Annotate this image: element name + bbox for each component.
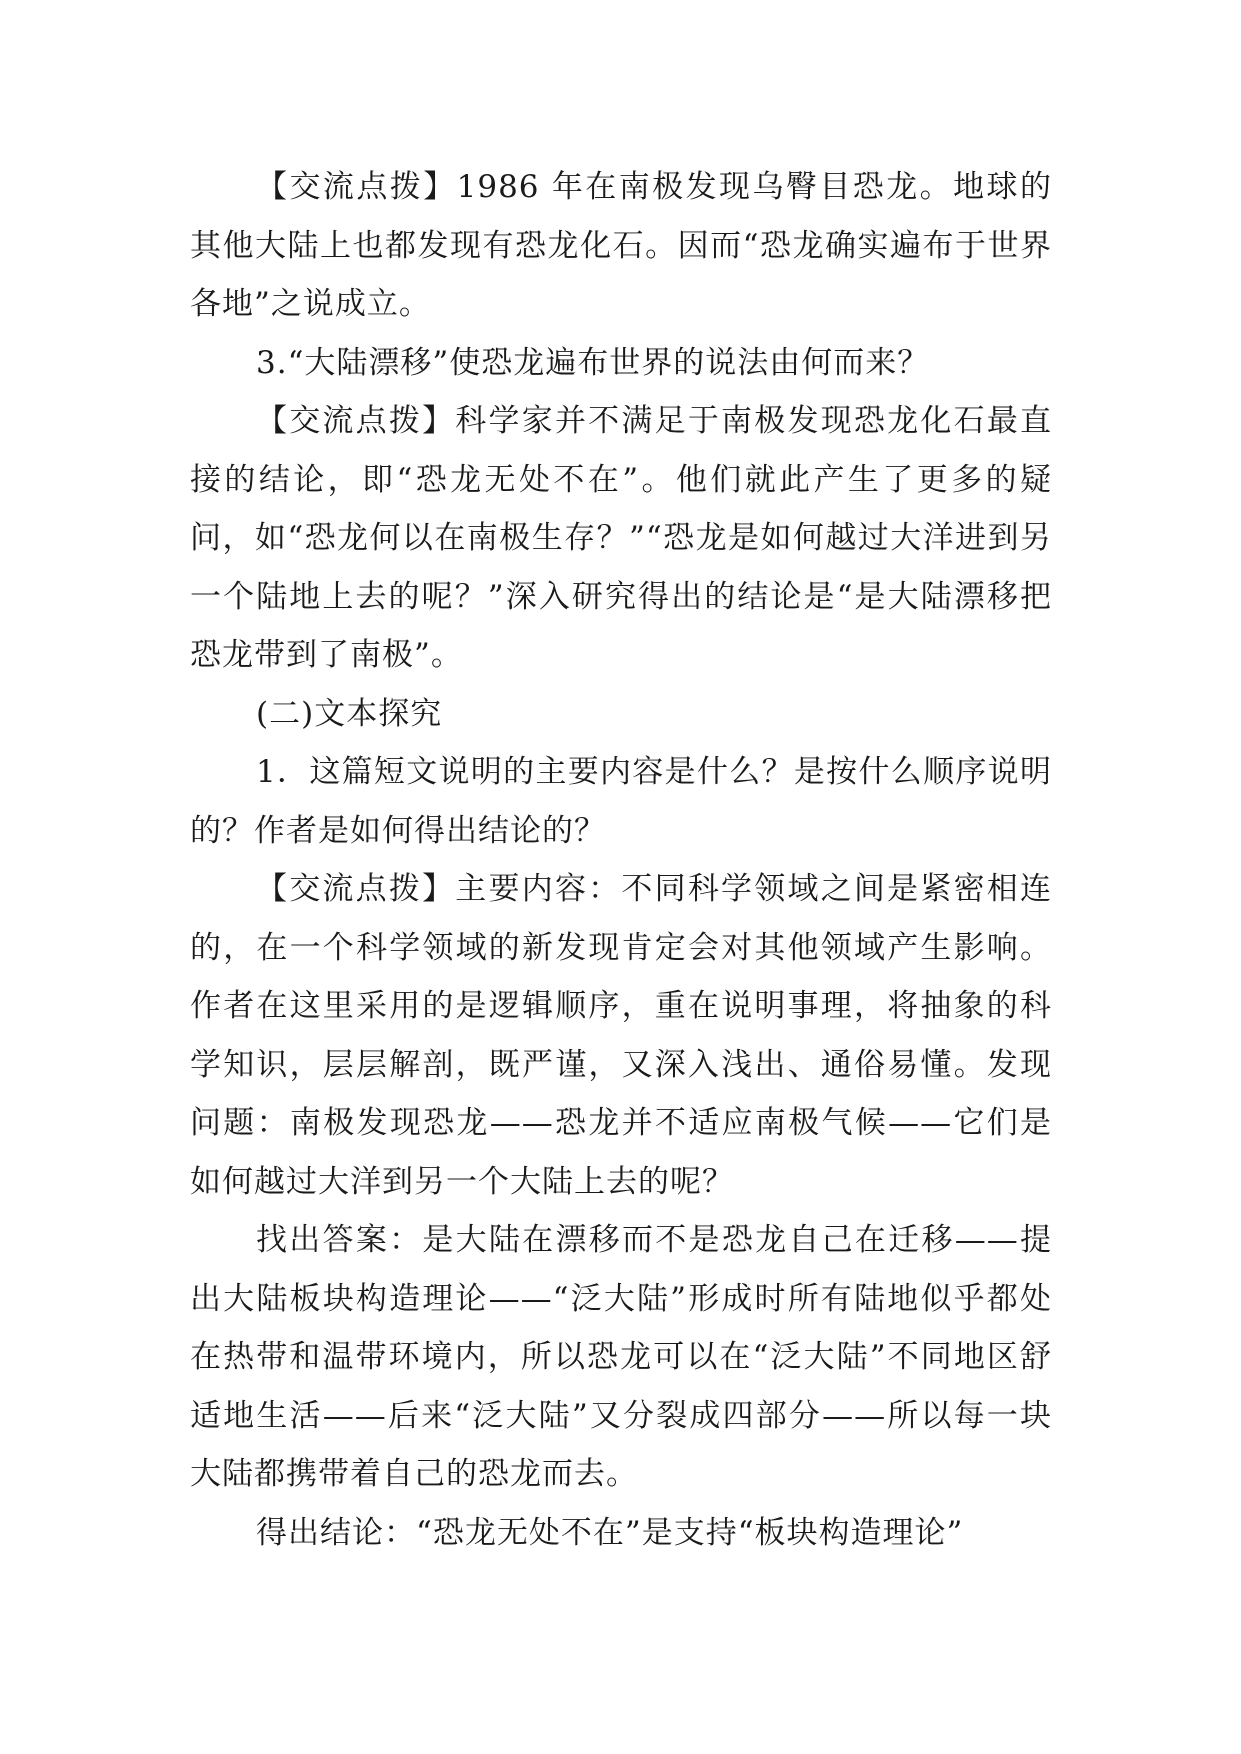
- paragraph-discussion-2: 【交流点拨】科学家并不满足于南极发现恐龙化石最直接的结论，即“恐龙无处不在”。他们就此产生了更多的疑问，如“恐龙何以在南极生存？”“恐龙是如何越过大洋进到另一个陆地上去的呢？”深入研究得出的结论是“是大陆漂移把恐龙带到了南极”。: [190, 403, 1052, 673]
- paragraph-discussion-1: 【交流点拨】1986 年在南极发现乌臀目恐龙。地球的其他大陆上也都发现有恐龙化石。因而“恐龙确实遍布于世界各地”之说成立。: [190, 169, 1052, 322]
- paragraph-find-answer: 找出答案：是大陆在漂移而不是恐龙自己在迁移——提出大陆板块构造理论——“泛大陆”形成时所有陆地似乎都处在热带和温带环境内，所以恐龙可以在“泛大陆”不同地区舒适地生活——后来“泛大陆”又分裂成四部分——所以每一块大陆都携带着自己的恐龙而去。: [190, 1222, 1052, 1492]
- paragraph-question-3: 3.“大陆漂移”使恐龙遍布世界的说法由何而来？: [256, 344, 930, 381]
- paragraph-discussion-3: 【交流点拨】主要内容：不同科学领域之间是紧密相连的，在一个科学领域的新发现肯定会对其他领域产生影响。作者在这里采用的是逻辑顺序，重在说明事理，将抽象的科学知识，层层解剖，既严谨，又深入浅出、通俗易懂。发现问题：南极发现恐龙——恐龙并不适应南极气候——它们是如何越过大洋到另一个大陆上去的呢？: [190, 871, 1052, 1200]
- paragraph-question-1: 1．这篇短文说明的主要内容是什么？是按什么顺序说明的？作者是如何得出结论的？: [190, 754, 1052, 849]
- section-heading-text-inquiry: (二)文本探究: [256, 695, 443, 732]
- document-page: [190, 158, 1052, 1562]
- paragraph-conclusion: 得出结论：“恐龙无处不在”是支持“板块构造理论”: [256, 1514, 964, 1551]
